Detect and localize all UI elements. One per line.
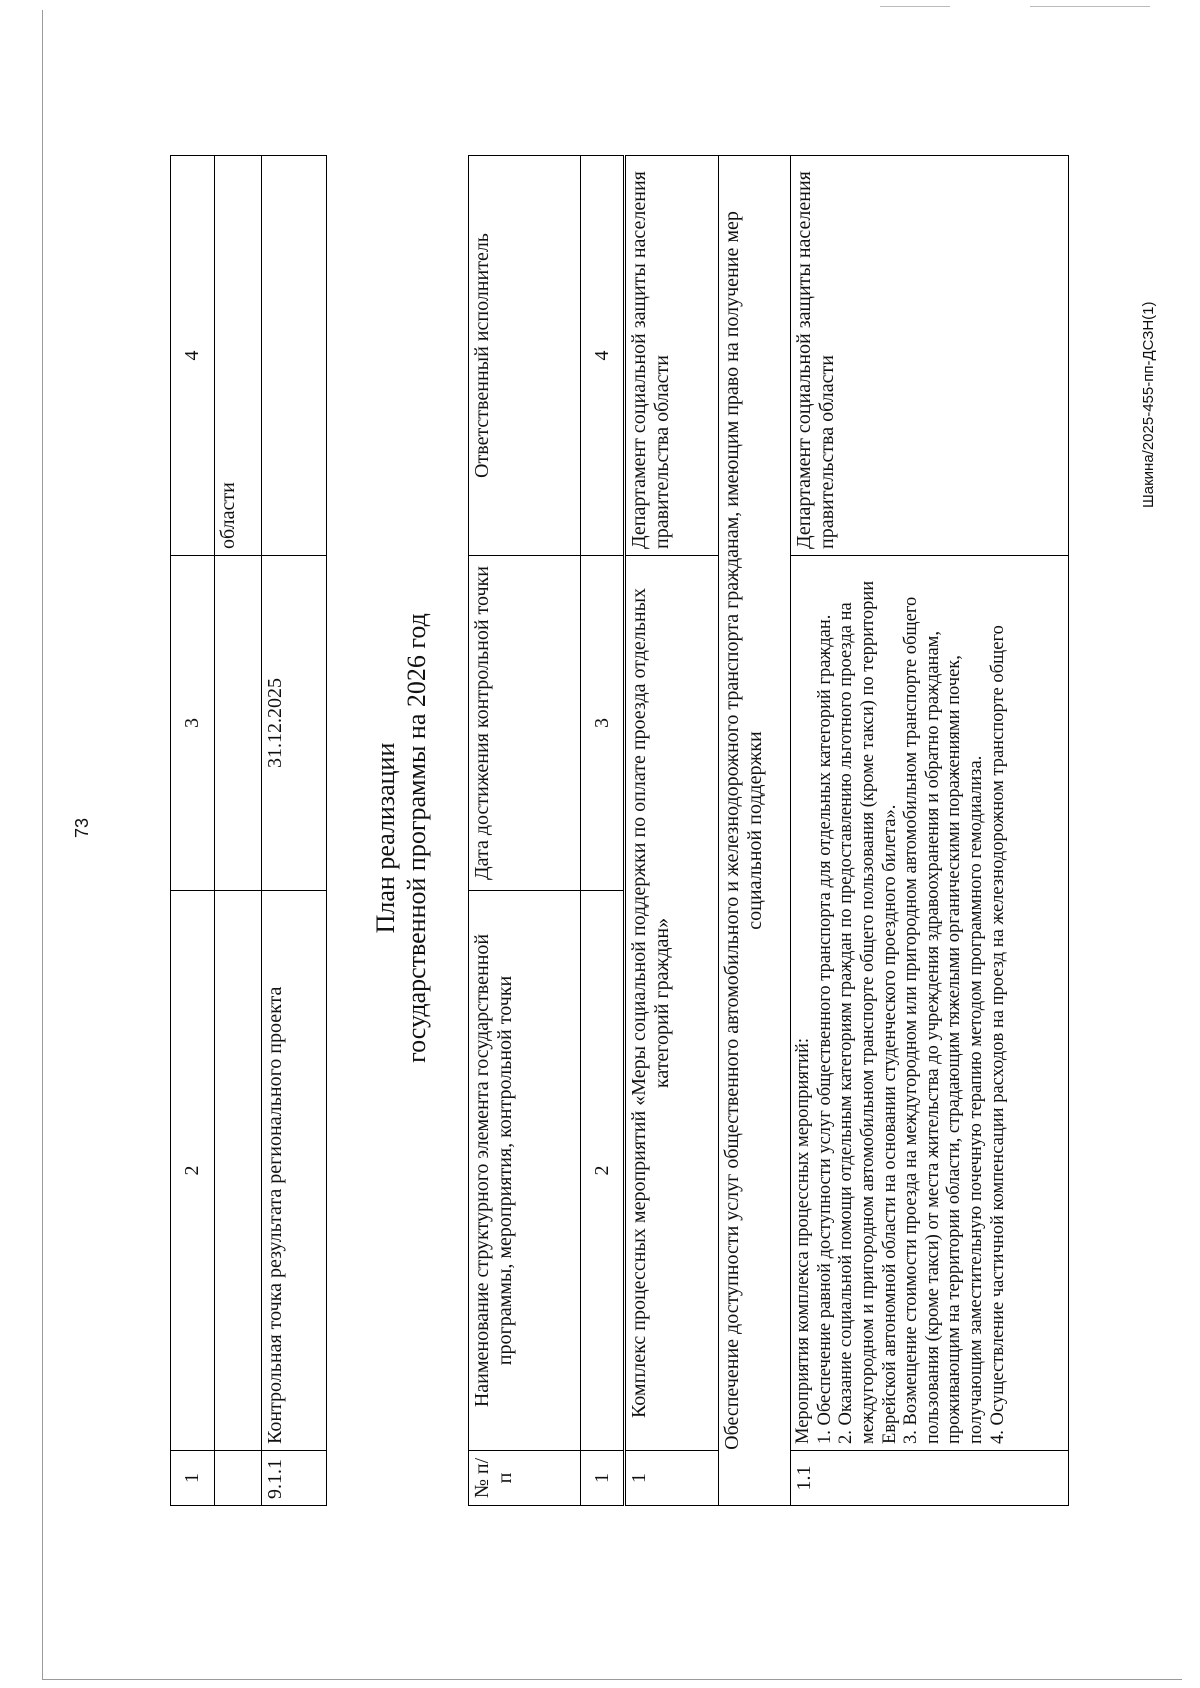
row-name: Контрольная точка результата регионального проекта: [262, 891, 327, 1451]
index-cell: 1: [581, 1451, 625, 1506]
page-number: 73: [72, 817, 92, 838]
index-cell: 4: [581, 156, 625, 556]
header-date: Дата достижения контрольной точки: [469, 556, 581, 891]
header-cell: 1: [171, 1451, 215, 1506]
index-cell: 3: [581, 556, 625, 891]
header-cell: 3: [171, 556, 215, 891]
measures-intro: Мероприятия комплекса процессных мероприятий:: [793, 1038, 813, 1444]
plan-title: [370, 488, 432, 1188]
measure-item: 4. Осуществление частичной компенсации расходов на проезд на железнодорожном транспорте общего: [987, 625, 1008, 1444]
measure-item: 2. Оказание социальной помощи отдельным категориям граждан по предоставлению льготного проезда на междугородном и пригородном автомобильном транспорте общего пользования (кроме такси) по территории Еврейской автономной области на основании студенческого проездного билета».: [836, 580, 900, 1444]
row-number: 1: [625, 1451, 719, 1506]
row-measures: [791, 556, 1069, 1451]
document-stamp: Шакина/2025-455-пп-ДСЗН(1): [1140, 301, 1157, 508]
row-number: 1.1: [791, 1451, 1069, 1506]
measure-item: 1. Обеспечение равной доступности услуг общественного транспорта для отдельных категорий граждан.: [814, 614, 835, 1444]
row-date: 31.12.2025: [262, 556, 327, 891]
row-executor: Департамент социальной защиты населения правительства области: [625, 156, 719, 556]
cell: [215, 891, 262, 1451]
header-cell: 2: [171, 891, 215, 1451]
header-executor: Ответственный исполнитель: [469, 156, 581, 556]
row-executor: Департамент социальной защиты населения правительства области: [791, 156, 1069, 556]
measure-item: 3. Возмещение стоимости проезда на междугородном или пригородном автомобильном транспорте общего пользования (кроме такси) от места жительства до учреждения здравоохранения и обратно гражданам, проживающим на территории области, страдающим тяжелыми органическими поражениями почек, получающим заместительную почечную терапию методом программного гемодиализа.: [901, 596, 987, 1444]
header-name: Наименование структурного элемента государственной программы, мероприятия, контрольной точки: [469, 891, 581, 1451]
header-cell: 4: [171, 156, 215, 556]
task-row: Обеспечение доступности услуг общественного автомобильного и железнодорожного транспорта гражданам, имеющим право на получение мер социальной поддержки: [719, 156, 791, 1506]
cell: [215, 1451, 262, 1506]
header-num: № п/п: [469, 1451, 581, 1506]
title-line-1: План реализации: [371, 742, 400, 934]
title-line-2: государственной программы на 2026 год: [402, 613, 432, 1063]
top-table: [170, 155, 327, 1506]
row-number: 9.1.1: [262, 1451, 327, 1506]
cell: области: [215, 156, 262, 556]
row-name: Комплекс процессных мероприятий «Меры социальной поддержки по оплате проезда отдельных категорий граждан»: [625, 556, 719, 1451]
cell: [215, 556, 262, 891]
cell: [262, 156, 327, 556]
index-cell: 2: [581, 891, 625, 1451]
main-table: [468, 155, 1069, 1506]
